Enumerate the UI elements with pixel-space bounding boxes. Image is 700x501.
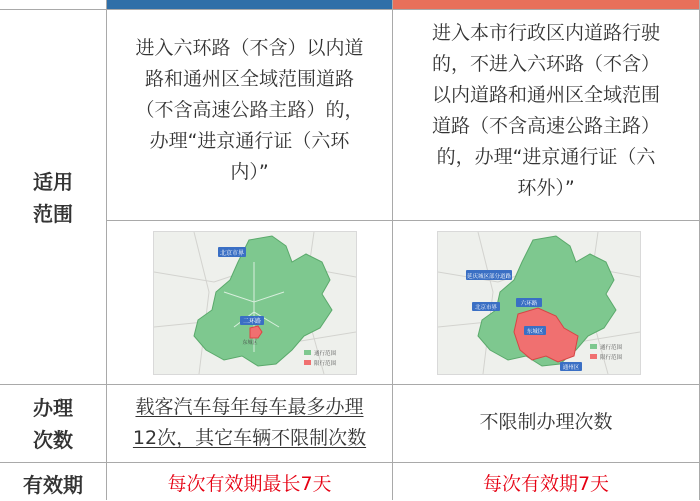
text-line: 内）” [230, 161, 269, 183]
beijing-green-region-icon [194, 236, 332, 366]
validity-inside-text: 每次有效期最长7天 [167, 473, 332, 495]
text-line: 12次，其它车辆不限制次数 [132, 427, 367, 449]
scope-outside-sixth-ring-text [393, 18, 699, 204]
text-line: 载客汽车每年每车最多办理 [135, 396, 364, 418]
legend-label: 通行范围 [600, 345, 623, 351]
text-line: 办理“进京通行证（六环 [149, 130, 350, 152]
map-legend [590, 343, 623, 361]
row-divider [0, 384, 700, 385]
count-inside-text [107, 392, 392, 454]
legend-label: 通行范围 [314, 351, 337, 357]
text-line: 道路（不含高速公路主路） [431, 115, 660, 137]
row-divider [0, 462, 700, 463]
map-label: 东城区 [242, 340, 258, 346]
map-outside-sixth-ring [437, 231, 641, 375]
text-line: 不限制办理次数 [479, 411, 613, 433]
header-band-left [107, 0, 392, 9]
text-line: 环外）” [517, 177, 575, 199]
validity-outside-text: 每次有效期7天 [482, 473, 610, 495]
row-divider [107, 220, 700, 221]
count-label-line2: 次数 [33, 428, 73, 452]
map-label: 六环路 [520, 301, 538, 307]
text-line: 进入本市行政区内道路行驶 [431, 22, 660, 44]
text-line: （不含高速公路主路）的， [135, 99, 364, 121]
map-legend [304, 349, 337, 367]
text-line: 进入六环路（不含）以内道 [135, 37, 364, 59]
map-label: 延庆城区部分道路 [466, 274, 512, 280]
text-line: 以内道路和通州区全域范围 [431, 84, 660, 106]
header-band-right [393, 0, 700, 9]
map-label: 通州区 [562, 365, 580, 371]
text-line: 路和通州区全域范围道路 [144, 68, 354, 90]
row-divider [0, 9, 700, 10]
map-label: 东城区 [526, 329, 544, 335]
validity-label: 有效期 [23, 473, 83, 497]
map-label: 北京市界 [219, 250, 245, 257]
scope-label-line2: 范围 [33, 202, 73, 226]
scope-inside-sixth-ring-text [107, 33, 392, 188]
map-inside-sixth-ring [153, 231, 357, 375]
text-line: 的，不进入六环路（不含） [431, 53, 660, 75]
count-label-line1: 办理 [33, 396, 73, 420]
legend-label: 限行范围 [600, 355, 623, 361]
count-outside-text [393, 407, 699, 438]
scope-label [0, 166, 106, 230]
scope-label-line1: 适用 [33, 170, 73, 194]
legend-label: 限行范围 [314, 361, 337, 367]
map-label: 二环路 [242, 318, 262, 325]
count-label [0, 392, 106, 456]
map-label: 北京市界 [474, 305, 498, 311]
text-line: 的，办理“进京通行证（六 [436, 146, 656, 168]
